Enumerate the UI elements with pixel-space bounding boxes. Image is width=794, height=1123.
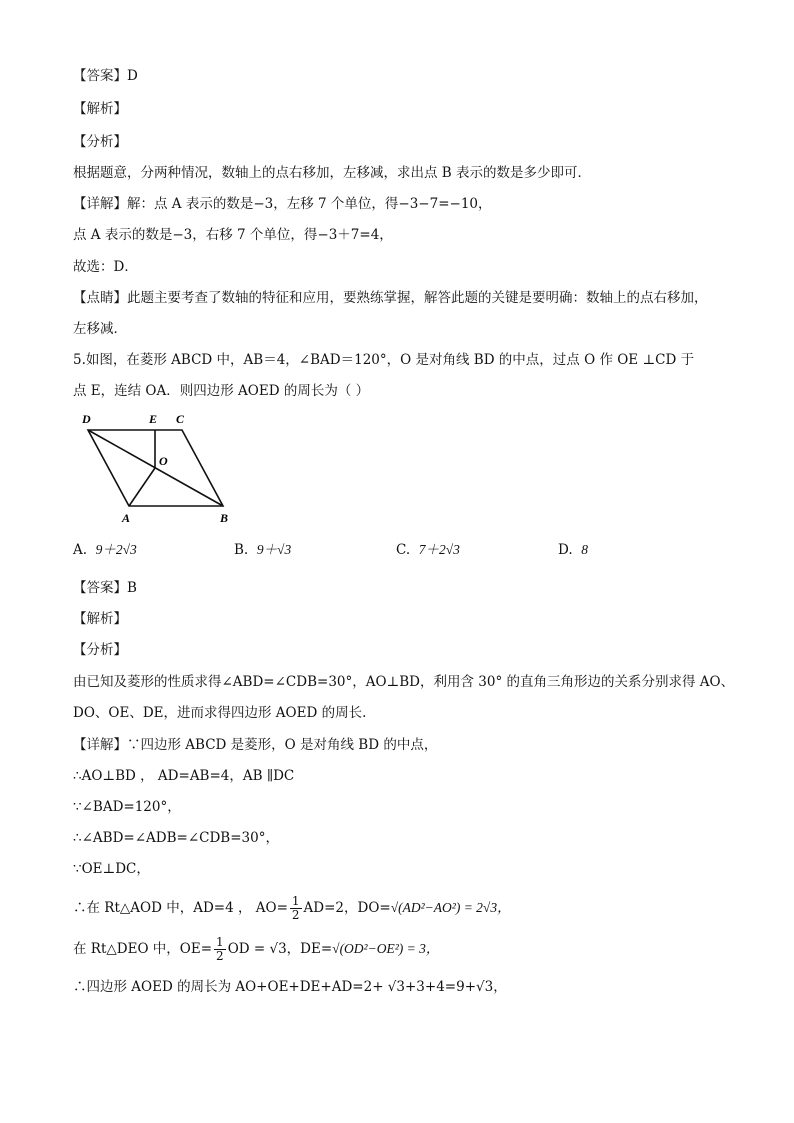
fraction-half-2: $\frac{1}{2}$ — [216, 935, 224, 963]
rhombus-figure — [78, 406, 238, 531]
answer-line-2: 【答案】B — [73, 580, 137, 596]
rhombus-lines — [88, 430, 223, 506]
analysis-heading: 【解析】 — [73, 101, 127, 117]
detail-2-line-1: 【详解】∵四边形 ABCD 是菱形，O 是对角线 BD 的中点， — [73, 737, 438, 753]
analysis-text-2b: DO、OE、DE，进而求得四边形 AOED 的周长. — [73, 705, 367, 721]
analysis-heading-2: 【解析】 — [73, 611, 127, 627]
segment-oa — [129, 468, 155, 506]
analysis-subheading-2: 【分析】 — [73, 642, 127, 658]
analysis-text: 根据题意，分两种情况，数轴上的点右移加，左移减，求出点 B 表示的数是多少即可． — [73, 165, 592, 181]
detail-2-line-2: ∴AO⊥BD ， AD=AB=4，AB ∥DC — [73, 768, 295, 784]
detail-2-line-6: ∴在 Rt△AOD 中，AD=4 ， AO= $\frac{1}{2}$ AD=2，DO=√(AD²−AO²) = 2√3， — [73, 894, 511, 922]
answer-line: 【答案】D — [73, 68, 138, 84]
question-5-line-2: 点 E，连结 OA．则四边形 AOED 的周长为（ ） — [73, 383, 370, 399]
detail-2-line-7: 在 Rt△DEO 中，OE= $\frac{1}{2}$ OD = √3，DE=√(OD²−OE²) = 3， — [73, 935, 440, 963]
label-c: C — [176, 412, 185, 426]
option-c: C. 7＋2√3 — [396, 542, 460, 558]
option-b: B. 9＋√3 — [234, 542, 292, 558]
label-o: O — [159, 454, 168, 468]
option-d: D. 8 — [558, 542, 588, 558]
analysis-text-2a: 由已知及菱形的性质求得∠ABD=∠CDB=30°，AO⊥BD，利用含 30° 的直角三角形边的关系分别求得 AO、 — [73, 674, 735, 690]
detail-2-line-4: ∴∠ABD=∠ADB=∠CDB=30°， — [73, 830, 279, 846]
label-a: A — [122, 511, 131, 525]
label-b: B — [220, 511, 229, 525]
detail-line-2: 点 A 表示的数是−3，右移 7 个单位，得−3＋7=4， — [73, 227, 393, 243]
comment-line-1: 【点睛】此题主要考查了数轴的特征和应用，要熟练掌握，解答此题的关键是要明确：数轴上的点右移加， — [73, 290, 708, 306]
detail-2-line-8: ∴四边形 AOED 的周长为 AO+OE+DE+AD=2+ √3+3+4=9+√3， — [73, 979, 507, 995]
comment-line-2: 左移减． — [73, 321, 127, 337]
choice-line: 故选：D． — [73, 259, 138, 275]
analysis-subheading: 【分析】 — [73, 134, 127, 150]
question-5-line-1: 5.如图，在菱形 ABCD 中，AB＝4，∠BAD＝120°，O 是对角线 BD 的中点，过点 O 作 OE ⊥CD 于 — [73, 352, 695, 368]
detail-2-line-3: ∵∠BAD=120°， — [73, 799, 181, 815]
fraction-half: $\frac{1}{2}$ — [291, 894, 300, 922]
option-a: A. 9＋2√3 — [73, 542, 137, 558]
label-d: D — [82, 412, 91, 426]
detail-line-1: 【详解】解：点 A 表示的数是−3，左移 7 个单位，得−3−7=−10， — [73, 196, 492, 212]
detail-2-line-5: ∵OE⊥DC， — [73, 861, 150, 877]
label-e: E — [149, 412, 158, 426]
